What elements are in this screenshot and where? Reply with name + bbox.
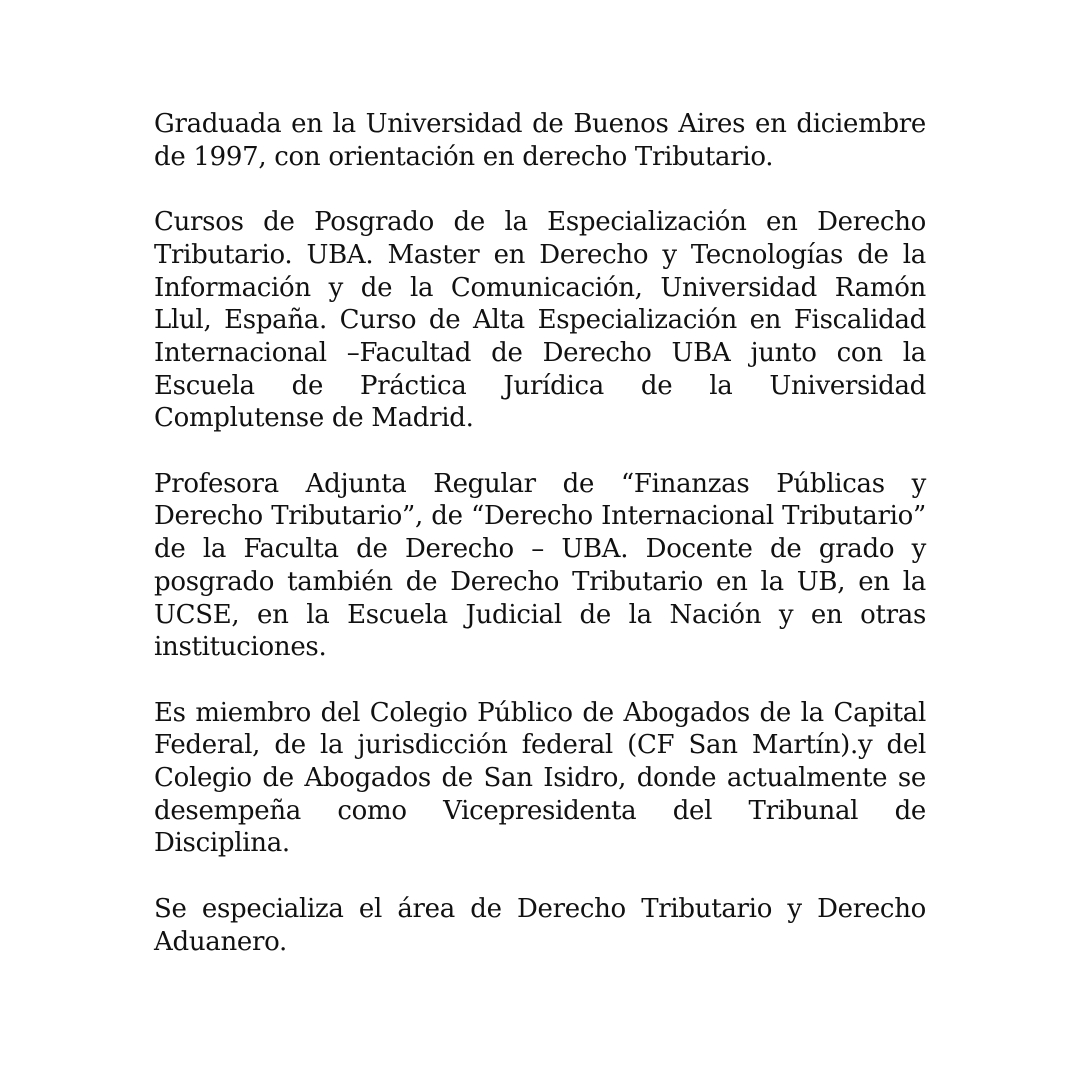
paragraph-education: Graduada en la Universidad de Buenos Aires en diciembre de 1997, con orientación en derecho Tributario. <box>154 109 926 172</box>
paragraph-postgraduate: Cursos de Posgrado de la Especialización en Derecho Tributario. UBA. Master en Derecho y Tecnologías de la Información y de la Comunicación, Universidad Ramón Llul, España. Curso de Alta Especialización en Fiscalidad Internacional –Facultad de Derecho UBA junto con la Escuela de Práctica Jurídica de la Universidad Complutense de Madrid. <box>154 207 926 434</box>
paragraph-specialization: Se especializa el área de Derecho Tributario y Derecho Aduanero. <box>154 893 926 957</box>
paragraph-teaching: Profesora Adjunta Regular de “Finanzas Públicas y Derecho Tributario”, de “Derecho Internacional Tributario” de la Faculta de Derecho – UBA. Docente de grado y posgrado también de Derecho Tributario en la UB, en la UCSE, en la Escuela Judicial de la Nación y en otras instituciones. <box>154 468 926 663</box>
bio-text-block <box>154 108 926 958</box>
paragraph-memberships: Es miembro del Colegio Público de Abogados de la Capital Federal, de la jurisdicción federal (CF San Martín).y del Colegio de Abogados de San Isidro, donde actualmente se desempeña como Vicepresidenta del Tribunal de Disciplina. <box>154 697 926 859</box>
